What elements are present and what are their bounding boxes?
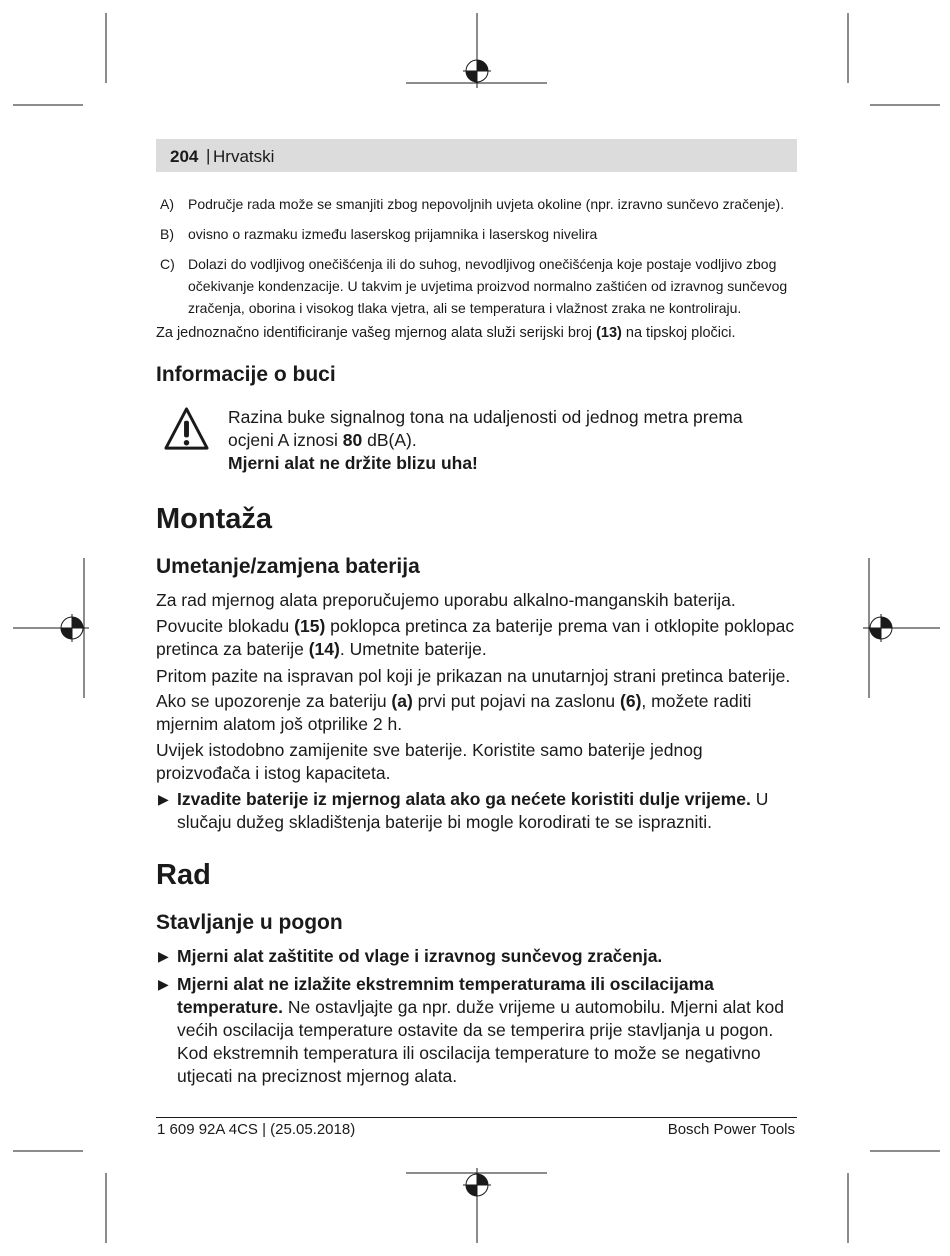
footer-brand: Bosch Power Tools	[667, 1121, 795, 1138]
paragraph: Uvijek istodobno zamijenite sve baterije. Koristite samo baterije jednog proizvođača i istog kapaciteta.	[156, 740, 703, 783]
paragraph: Ako se upozorenje za bateriju (a) prvi put pojavi na zaslonu (6), možete raditi mjernim alatom još otprilike 2 h.	[156, 691, 752, 734]
footnote-label: C)	[160, 256, 175, 272]
paragraph: Pritom pazite na ispravan pol koji je prikazan na unutarnjoj strani pretinca baterije.	[156, 666, 791, 686]
noise-info-text: Razina buke signalnog tona na udaljenosti od jednog metra prema ocjeni A iznosi 80 dB(A). Mjerni alat ne držite blizu uha!	[228, 407, 743, 473]
warning-triangle-icon	[163, 406, 210, 453]
bullet-arrow-icon: ▶	[158, 948, 169, 964]
header-separator: |	[206, 146, 211, 165]
reference-number: (15)	[294, 616, 326, 636]
footnote-text: Dolazi do vodljivog onečišćenja ili do suhog, nevodljivog onečišćenja koje postaje vodljivo zbog očekivanje kondenzacije. U takvim je uvjetima proizvod normalno zaštićen od izravnog sunčevog zračenja, oborina i visokog tlaka vjetra, ali se temperatura i vlažnost zraka ne kontroliraju.	[188, 256, 788, 316]
footnote-text: ovisno o razmaku između laserskog prijamnika i laserskog nivelira	[188, 226, 598, 242]
section-heading-operation: Rad	[156, 859, 211, 891]
footer-divider	[156, 1117, 797, 1118]
footnote-a	[156, 193, 797, 215]
page-header	[156, 139, 797, 172]
reference-number: (6)	[620, 691, 642, 711]
page-number: 204	[170, 147, 199, 166]
footnote-c	[156, 253, 797, 319]
bullet-arrow-icon: ▶	[158, 791, 169, 807]
reference-number: (a)	[391, 691, 413, 711]
paragraph: Za rad mjernog alata preporučujemo uporabu alkalno-manganskih baterija.	[156, 590, 736, 610]
footer-doc-id: 1 609 92A 4CS | (25.05.2018)	[157, 1121, 356, 1138]
reference-number: (14)	[308, 639, 340, 659]
section-heading-assembly: Montaža	[156, 503, 272, 535]
footnote-b	[156, 223, 797, 245]
noise-level-value: 80	[342, 430, 363, 450]
footnote-label: B)	[160, 226, 174, 242]
footnote-label: A)	[160, 196, 174, 212]
serial-number-note: Za jednoznačno identificiranje vašeg mjernog alata služi serijski broj (13) na tipskoj pločici.	[156, 325, 736, 341]
reference-number: (13)	[596, 325, 622, 341]
noise-heading: Informacije o buci	[156, 363, 336, 386]
paragraph: Povucite blokadu (15) poklopca pretinca za baterije prema van i otklopite poklopac pretinca za baterije (14). Umetnite baterije.	[156, 616, 795, 659]
footnote-text: Područje rada može se smanjiti zbog nepovoljnih uvjeta okoline (npr. izravno sunčevo zračenje).	[188, 196, 785, 212]
header-language: Hrvatski	[213, 147, 275, 166]
subheading-battery: Umetanje/zamjena baterija	[156, 555, 420, 578]
subheading-startup: Stavljanje u pogon	[156, 911, 343, 934]
noise-warning: Mjerni alat ne držite blizu uha!	[228, 453, 478, 473]
bullet-arrow-icon: ▶	[158, 976, 169, 992]
